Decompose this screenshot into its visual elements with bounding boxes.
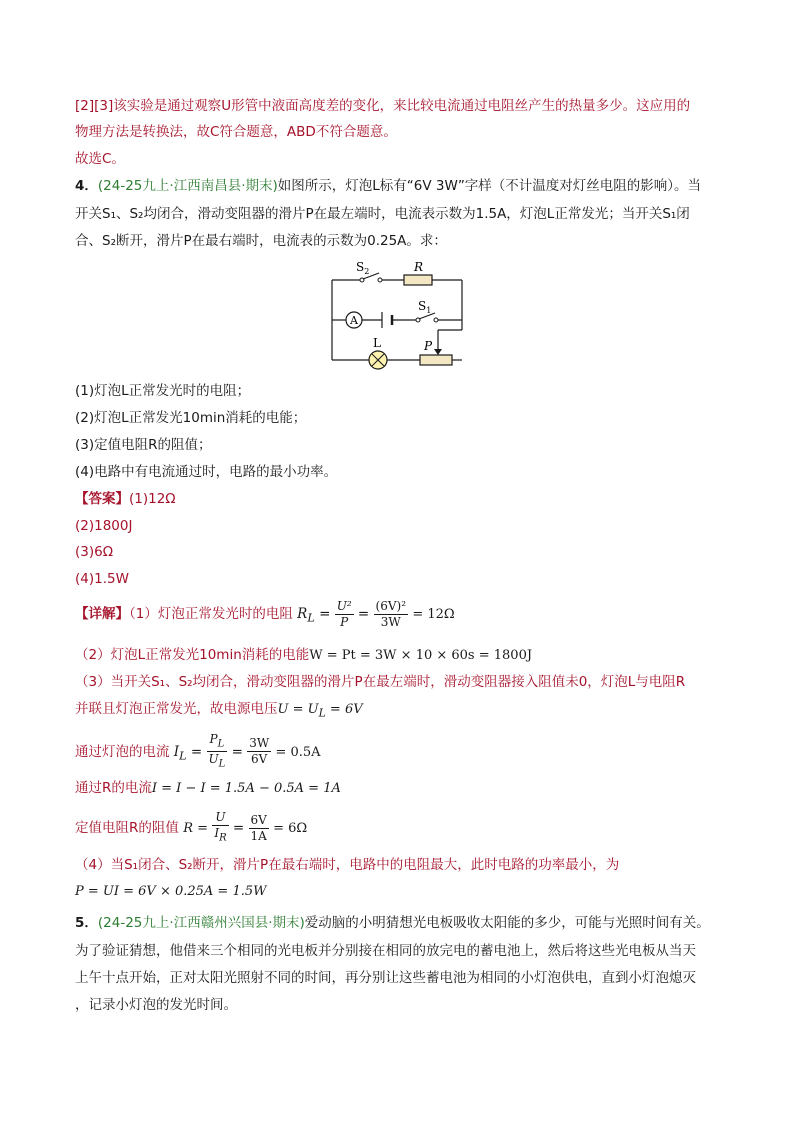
answer-label: 【答案】: [75, 491, 129, 507]
label-l: L: [373, 336, 381, 350]
d3-eq-voltage: $U = U_L = 6V$: [277, 702, 363, 720]
d3-f3-result: = 0.5A: [275, 744, 321, 760]
detail-line-3d: [75, 778, 341, 799]
q5-stem-line-3: 上午十点开始，正对太阳光照射不同的时间，再分别让这些蓄电池为相同的小灯泡供电，直到小灯泡熄灭: [75, 970, 696, 986]
answer-2: (2)1800J: [75, 518, 133, 534]
detail-2-text: （2）灯泡L正常发光10min消耗的电能: [75, 647, 310, 663]
detail-line-3b: [75, 699, 363, 724]
detail-3-text-1: （3）当开关S₁、S₂均闭合，滑动变阻器的滑片P在最左端时，滑动变阻器接入阻值未0，灯泡L与电阻R: [75, 674, 686, 690]
detail-3-text-3: 通过灯泡的电流: [75, 743, 170, 760]
q4-sub-2: (2)灯泡L正常发光10min消耗的电能；: [75, 410, 307, 426]
prev-line-3: 故选C。: [75, 151, 125, 167]
q4-source: (24-25九上·江西南昌县·期末): [97, 178, 278, 194]
lamp-symbol: [369, 351, 387, 369]
q4-number: 4．: [75, 178, 98, 194]
d3-f3-left: $I_L$: [173, 743, 187, 763]
slider-arrow-icon: [434, 349, 442, 355]
q4-stem-line-1: [75, 176, 701, 196]
detail-3-text-5: 定值电阻R的阻值: [75, 820, 179, 836]
d2-equation: W = Pt = 3W × 10 × 60s = 1800J: [309, 648, 533, 663]
q4-stem-1: 如图所示，灯泡L标有“6V 3W”字样（不计温度对灯丝电阻的影响）。当: [277, 178, 702, 194]
d4-equation: P = UI = 6V × 0.25A = 1.5W: [75, 884, 267, 899]
resistor-r-symbol: [404, 275, 432, 285]
detail-3-text-2: 并联且灯泡正常发光，故电源电压: [75, 701, 278, 717]
q5-number: 5．: [75, 915, 98, 931]
q4-sub-4: (4)电路中有电流通过时，电路的最小功率。: [75, 464, 338, 480]
detail-line-1: 【详解】（1）灯泡正常发光时的电阻 $R_L$ = $\frac{\text{U²}}{P}$ = $\frac{\text{(6V)²}}{3W}$ = 12Ω: [75, 598, 455, 629]
q4-sub-1: (1)灯泡L正常发光时的电阻；: [75, 383, 251, 399]
prev-line-2: 物理方法是转换法，故C符合题意，ABD不符合题意。: [75, 124, 397, 140]
d3-fraction-3a: $\frac{P_L}{U_L}$: [208, 732, 226, 770]
answer-1: (1)12Ω: [129, 491, 176, 507]
d1-fraction-1: $\frac{\text{U²}}{P}$: [336, 598, 352, 629]
d1-fraction-2: $\frac{\text{(6V)²}}{3W}$: [375, 598, 407, 629]
rheostat-symbol: [420, 355, 452, 365]
q5-source: (24-25九上·江西赣州兴国县·期末): [97, 915, 305, 931]
d1-eq-left: $R_L$: [297, 606, 315, 625]
battery-symbol: [382, 312, 392, 328]
label-s1: $S_1$: [418, 299, 432, 315]
q4-stem-line-2: 开关S₁、S₂均闭合，滑动变阻器的滑片P在最左端时，电流表示数为1.5A，灯泡L正常发光；当开关S₁闭: [75, 206, 690, 222]
detail-4-text: （4）当S₁闭合、S₂断开，滑片P在最右端时，电路中的电阻最大，此时电路的功率最小，为: [75, 857, 620, 873]
prev-line-1: [2][3]该实验是通过观察U形管中液面高度差的变化，来比较电流通过电阻丝产生的热量多少。这应用的: [75, 98, 691, 114]
label-s2: $S_2$: [356, 260, 370, 276]
d3-f5-left: R =: [183, 821, 209, 836]
d3-fraction-5b: $\frac{6V}{1A}$: [250, 812, 267, 843]
d3-f5-result: = 6Ω: [273, 821, 308, 836]
q5-stem-line-4: ，记录小灯泡的发光时间。: [75, 997, 237, 1013]
d3-fraction-5a: $\frac{U}{I_R}$: [214, 810, 227, 844]
detail-label: 【详解】: [75, 606, 129, 622]
answer-3: (3)6Ω: [75, 544, 114, 560]
q5-stem-line-1: [75, 913, 710, 933]
d1-result: = 12Ω: [412, 607, 455, 622]
detail-1-text: （1）灯泡正常发光时的电阻: [129, 606, 293, 622]
d3-eq-current-r: I = I − I = 1.5A − 0.5A = 1A: [151, 781, 341, 796]
q5-stem-1: 爱动脑的小明猜想光电板吸收太阳能的多少，可能与光照时间有关。: [304, 915, 710, 931]
detail-3-text-4: 通过R的电流: [75, 780, 152, 796]
label-a: A: [350, 314, 358, 327]
answer-4: (4)1.5W: [75, 571, 129, 587]
d3-fraction-3b: $\frac{3W}{6V}$: [249, 736, 270, 767]
q4-stem-line-3: 合、S₂断开，滑片P在最右端时，电流表的示数为0.25A。求：: [75, 233, 447, 249]
ammeter-symbol: [346, 312, 362, 328]
circuit-diagram: [320, 258, 470, 374]
label-p: P: [424, 339, 433, 353]
q5-stem-line-2: 为了验证猜想，他借来三个相同的光电板并分别接在相同的放完电的蓄电池上，然后将这些光电板从当天: [75, 943, 696, 959]
answer-line-1: [75, 489, 176, 509]
q4-sub-3: (3)定值电阻R的阻值；: [75, 437, 212, 453]
detail-line-3e: 定值电阻R的阻值 R = $\frac{U}{I_R}$ = $\frac{6V}{1A}$ = 6Ω: [75, 810, 308, 844]
label-r: R: [414, 260, 424, 274]
detail-line-3c: 通过灯泡的电流 $I_L$ = $\frac{P_L}{U_L}$ = $\frac{3W}{6V}$ = 0.5A: [75, 732, 321, 770]
detail-line-2: [75, 645, 532, 666]
